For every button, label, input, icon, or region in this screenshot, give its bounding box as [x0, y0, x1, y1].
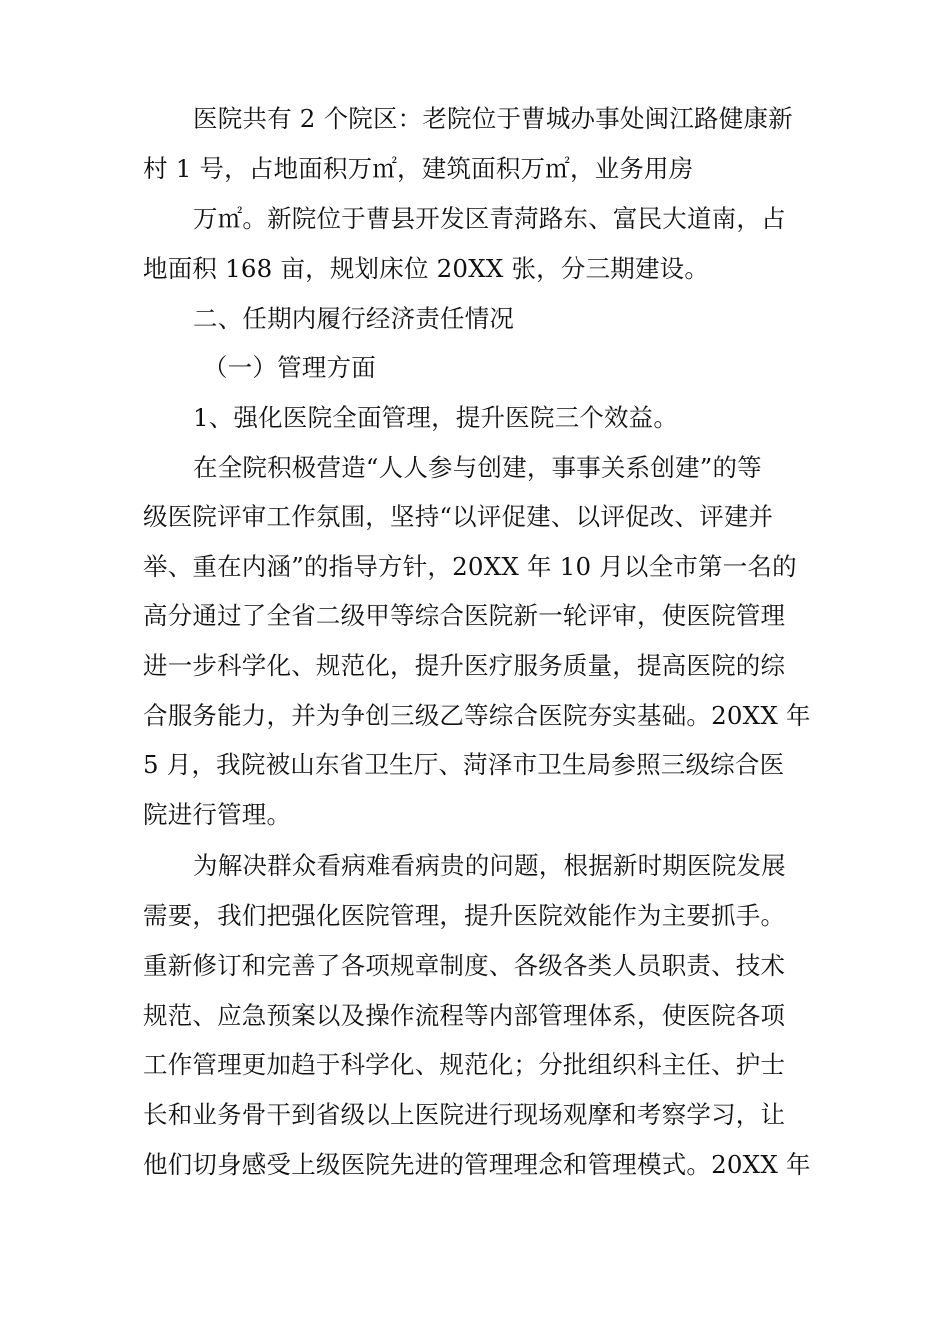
- paragraph-line: 工作管理更加趋于科学化、规范化；分批组织科主任、护士: [143, 1050, 786, 1079]
- paragraph-line: 地面积 168 亩，规划床位 20XX 张，分三期建设。: [143, 254, 710, 283]
- paragraph-line: 5 月，我院被山东省卫生厅、菏泽市卫生局参照三级综合医: [143, 750, 785, 779]
- paragraph-line: 进一步科学化、规范化，提升医疗服务质量，提高医院的综: [143, 651, 786, 680]
- paragraph-line: 高分通过了全省二级甲等综合医院新一轮评审，使医院管理: [143, 601, 786, 630]
- paragraph-line: 重新修订和完善了各项规章制度、各级各类人员职责、技术: [143, 951, 786, 980]
- subsection-heading: （一）管理方面: [203, 353, 376, 382]
- paragraph-line: 长和业务骨干到省级以上医院进行现场观摩和考察学习，让: [143, 1100, 786, 1129]
- paragraph-line: 级医院评审工作氛围，坚持“以评促建、以评促改、评建并: [143, 502, 774, 531]
- paragraph-line: 规范、应急预案以及操作流程等内部管理体系，使医院各项: [143, 1001, 786, 1030]
- paragraph-line: 合服务能力，并为争创三级乙等综合医院夯实基础。20XX 年: [143, 701, 811, 730]
- paragraph-line: 医院共有 2 个院区：老院位于曹城办事处闽江路健康新: [193, 104, 793, 133]
- paragraph-line: 村 1 号，占地面积万㎡，建筑面积万㎡，业务用房: [143, 154, 694, 183]
- item-heading: 1、强化医院全面管理，提升医院三个效益。: [193, 403, 679, 432]
- paragraph-line: 万㎡。新院位于曹县开发区青菏路东、富民大道南，占: [193, 204, 786, 233]
- paragraph-line: 需要，我们把强化医院管理，提升医院效能作为主要抓手。: [143, 901, 786, 930]
- paragraph-line: 为解决群众看病难看病贵的问题，根据新时期医院发展: [193, 851, 786, 880]
- paragraph-line: 院进行管理。: [143, 800, 292, 829]
- section-heading: 二、任期内履行经济责任情况: [193, 304, 515, 333]
- paragraph-line: 在全院积极营造“人人参与创建，事事关系创建”的等: [193, 453, 762, 482]
- paragraph-line: 他们切身感受上级医院先进的管理理念和管理模式。20XX 年: [143, 1150, 811, 1179]
- paragraph-line: 举、重在内涵”的指导方针，20XX 年 10 月以全市第一名的: [143, 552, 797, 581]
